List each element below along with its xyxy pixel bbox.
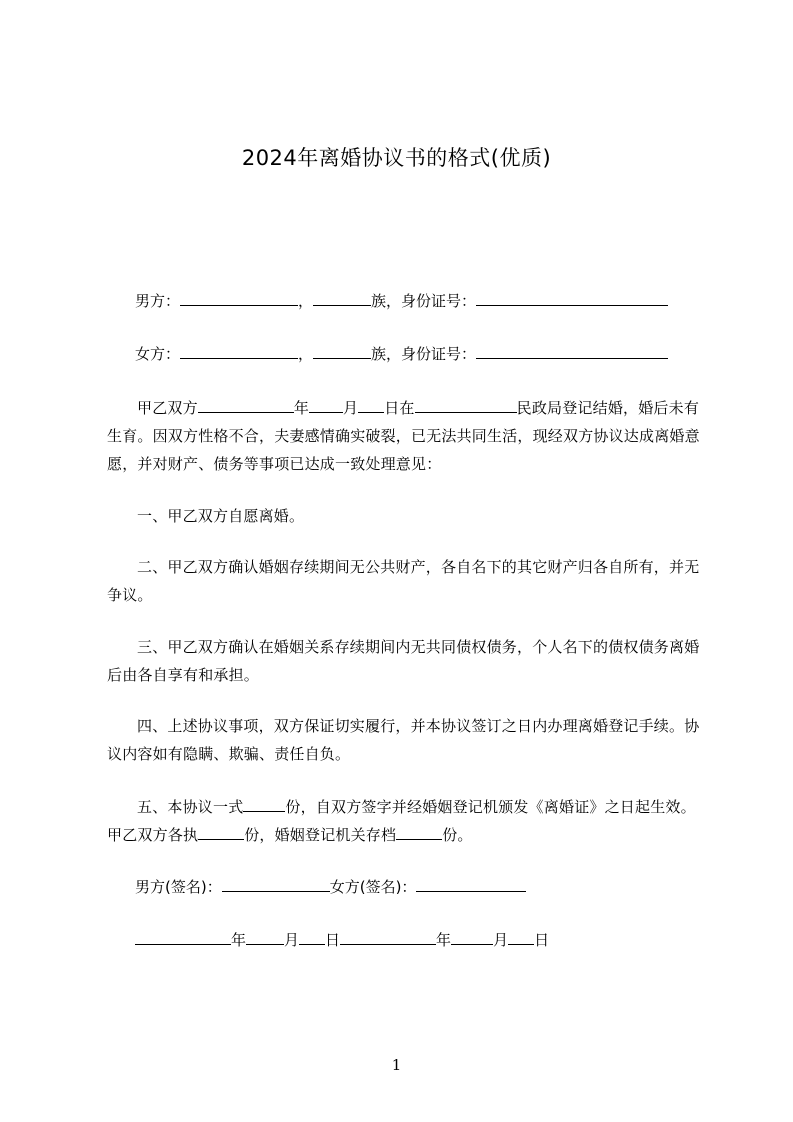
male-date-year: 年 <box>231 931 247 949</box>
clause5-part3: 份，婚姻登记机关存档 <box>244 826 397 844</box>
female-sep: ， <box>298 345 314 363</box>
intro-year: 年 <box>293 399 310 417</box>
male-date-year-blank[interactable] <box>135 927 231 945</box>
female-date-year-blank[interactable] <box>340 927 436 945</box>
female-signature-label: 女方(签名)： <box>329 878 417 896</box>
copies-total-blank[interactable] <box>243 794 285 812</box>
clause5-part1: 五、本协议一式 <box>137 798 244 816</box>
female-info-line <box>135 340 735 368</box>
marriage-day-blank[interactable] <box>358 395 384 413</box>
female-label: 女方： <box>135 345 181 363</box>
male-name-blank[interactable] <box>180 288 298 306</box>
date-line <box>135 926 735 954</box>
male-date-month: 月 <box>284 931 300 949</box>
male-date-day: 日 <box>325 931 341 949</box>
female-date-day-blank[interactable] <box>508 927 534 945</box>
clause-1: 一、甲乙双方自愿离婚。 <box>137 507 305 525</box>
male-id-blank[interactable] <box>476 288 668 306</box>
male-signature-label: 男方(签名)： <box>135 878 222 896</box>
clause-3: 三、甲乙双方确认在婚姻关系存续期间内无共同债权债务，个人名下的债权债务离婚后由各自享有和承担。 <box>107 638 700 684</box>
female-ethnicity-blank[interactable] <box>313 341 371 359</box>
intro-prefix: 甲乙双方 <box>137 399 198 417</box>
clause-2: 二、甲乙双方确认婚姻存续期间无公共财产，各自名下的其它财产归各自所有，并无争议。 <box>107 558 700 604</box>
copies-archive-blank[interactable] <box>396 822 442 840</box>
page-number: 1 <box>391 1056 402 1074</box>
intro-rest: 民政局登记结婚，婚后未有生育。因双方性格不合，夫妻感情确实破裂，已无法共同生活，现经双方协议达成离婚意愿，并对财产、债务等事项已达成一致处理意见： <box>107 399 700 473</box>
female-id-blank[interactable] <box>476 341 668 359</box>
clause5-part2: 份，自双方签字并经婚姻登记机颁发《离婚证》之日起生效。甲乙双方各执 <box>107 798 696 844</box>
female-name-blank[interactable] <box>180 341 298 359</box>
female-date-month: 月 <box>493 931 509 949</box>
female-date-month-blank[interactable] <box>451 927 493 945</box>
clause-4: 四、上述协议事项，双方保证切实履行，并本协议签订之日内办理离婚登记手续。协议内容如有隐瞒、欺骗、责任自负。 <box>107 717 700 763</box>
male-sep: ， <box>298 292 314 310</box>
male-signature-blank[interactable] <box>222 874 330 892</box>
male-label: 男方： <box>135 292 181 310</box>
bureau-blank[interactable] <box>415 395 517 413</box>
intro-paragraph <box>107 394 707 478</box>
male-date-month-blank[interactable] <box>246 927 284 945</box>
male-info-line <box>135 287 735 315</box>
male-ethnicity-label: 族，身份证号： <box>371 292 477 310</box>
intro-month: 月 <box>343 399 359 417</box>
intro-day-at: 日在 <box>384 399 415 417</box>
copies-each-blank[interactable] <box>198 822 244 840</box>
marriage-month-blank[interactable] <box>309 395 343 413</box>
male-date-day-blank[interactable] <box>299 927 325 945</box>
male-ethnicity-blank[interactable] <box>313 288 371 306</box>
signature-line <box>135 873 735 901</box>
clause-5 <box>107 793 707 849</box>
female-date-day: 日 <box>534 931 550 949</box>
female-signature-blank[interactable] <box>416 874 526 892</box>
clause5-part4: 份。 <box>442 826 473 844</box>
female-ethnicity-label: 族，身份证号： <box>371 345 477 363</box>
marriage-year-blank[interactable] <box>198 395 294 413</box>
female-date-year: 年 <box>436 931 452 949</box>
document-title: 2024年离婚协议书的格式(优质) <box>241 146 552 170</box>
